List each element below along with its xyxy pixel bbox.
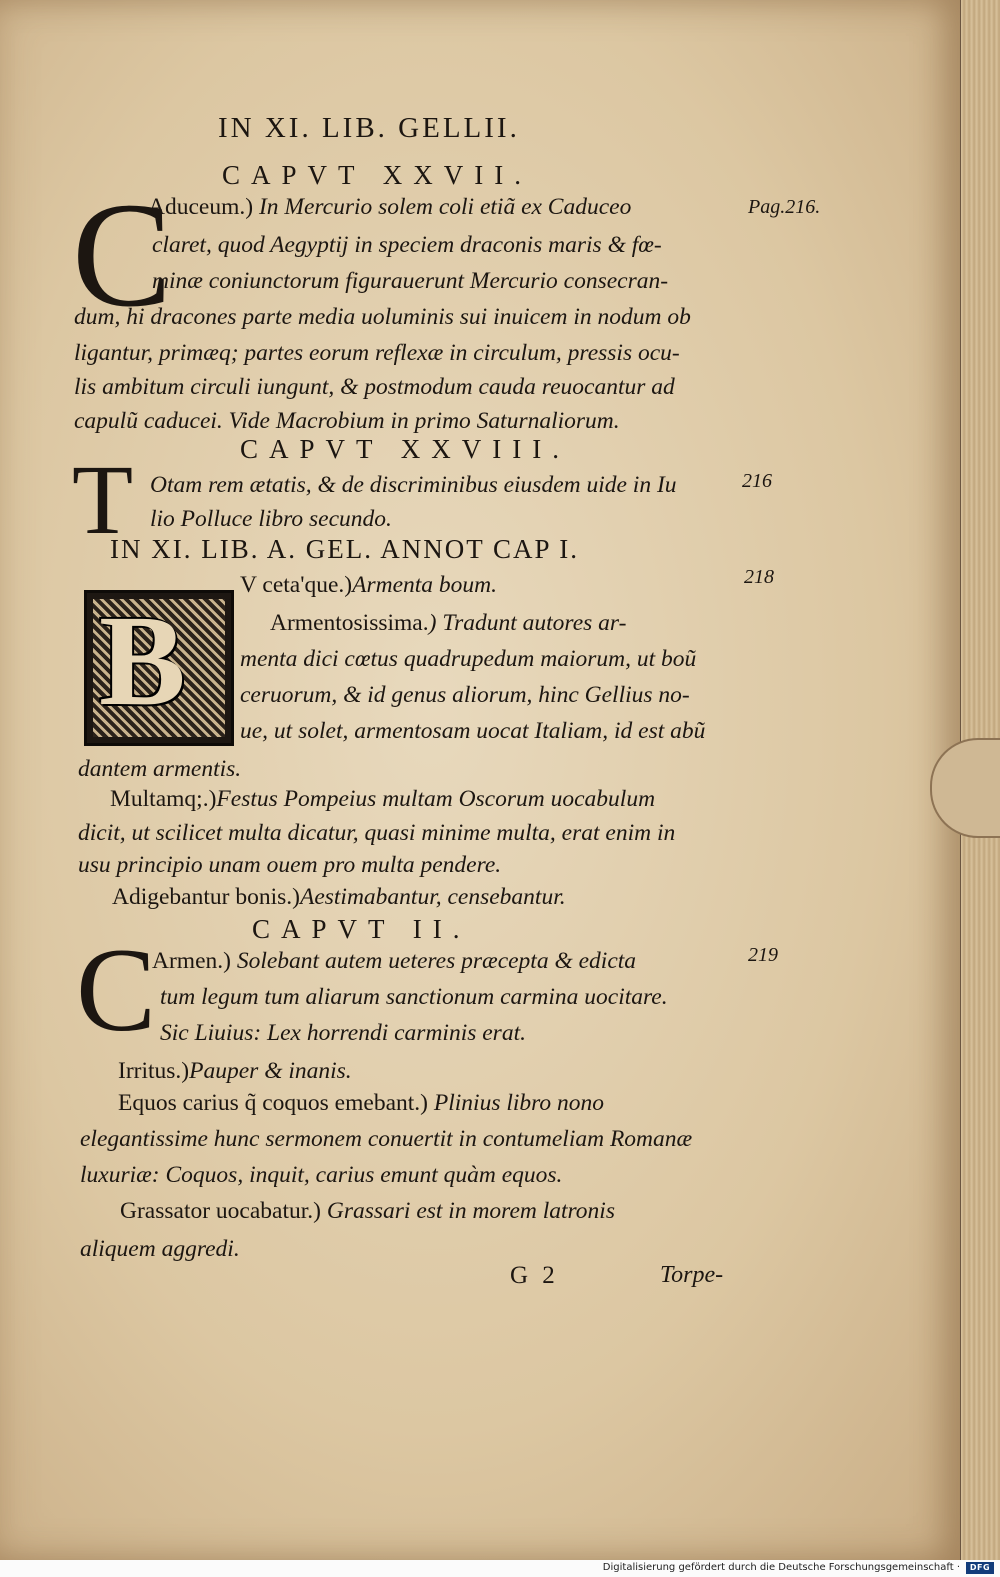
woodcut-initial-b: B <box>84 590 234 746</box>
text-line: ceruorum, & id genus aliorum, hinc Gellius no- <box>240 682 690 708</box>
text-line: usu principio unam ouem pro multa pendere. <box>78 852 502 878</box>
text-line: capulũ caducei. Vide Macrobium in primo Saturnaliorum. <box>74 408 620 434</box>
margin-note: 216 <box>742 470 772 492</box>
text-line: Aduceum.) In Mercurio solem coli etiã ex Caduceo <box>148 194 632 220</box>
text-line: aliquem aggredi. <box>80 1236 240 1262</box>
text-line: Sic Liuius: Lex horrendi carminis erat. <box>160 1020 526 1046</box>
dfg-logo: DFG <box>966 1562 994 1574</box>
text-line: dicit, ut scilicet multa dicatur, quasi minime multa, erat enim in <box>78 820 676 846</box>
annotation-heading: IN XI. LIB. A. GEL. ANNOT CAP I. <box>110 534 579 564</box>
text-line: ligantur, primæq; partes eorum reflexæ in circulum, pressis ocu- <box>74 340 680 366</box>
text-line: Adigebantur bonis.)Aestimabantur, censebantur. <box>112 884 566 910</box>
text-line: Armentosissima.) Tradunt autores ar- <box>270 610 627 636</box>
text-line: tum legum tum aliarum sanctionum carmina uocitare. <box>160 984 668 1010</box>
text-line: Otam rem ætatis, & de discriminibus eiusdem uide in Iu <box>150 472 677 498</box>
signature-mark: G 2 <box>510 1262 555 1289</box>
credit-bar <box>0 1560 1000 1577</box>
drop-cap-t: T <box>72 444 134 555</box>
text-line: Multamq;.)Festus Pompeius multam Oscorum uocabulum <box>110 786 656 812</box>
text-line: elegantissime hunc sermonem conuertit in contumeliam Romanæ <box>80 1126 693 1152</box>
text-line: minæ coniunctorum figurauerunt Mercurio consecran- <box>152 268 669 294</box>
text-line: claret, quod Aegyptij in speciem draconis maris & fœ- <box>152 232 662 258</box>
text-line: lis ambitum circuli iungunt, & postmodum cauda reuocantur ad <box>74 374 675 400</box>
catchword: Torpe- <box>660 1262 724 1288</box>
text-line: dantem armentis. <box>78 756 242 782</box>
text-line: Equos carius q̃ coquos emebant.) Plinius libro nono <box>118 1090 605 1116</box>
text-line: menta dici cœtus quadrupedum maiorum, ut boũ <box>240 646 697 672</box>
text-line: Armen.) Solebant autem ueteres præcepta & edicta <box>152 948 637 974</box>
margin-note: 218 <box>744 566 774 588</box>
text-line: luxuriæ: Coquos, inquit, carius emunt quàm equos. <box>80 1162 563 1188</box>
text-line: dum, hi dracones parte media uoluminis sui inuicem in nodum ob <box>74 304 691 330</box>
text-line: ue, ut solet, armentosam uocat Italiam, id est abũ <box>240 718 706 744</box>
credit-text: Digitalisierung gefördert durch die Deutsche Forschungsgemeinschaft · <box>602 1562 960 1573</box>
drop-cap-c: C <box>76 923 157 1056</box>
chapter-heading-27: CAPVT XXVII. <box>222 160 533 190</box>
margin-note: Pag.216. <box>748 196 821 218</box>
chapter-heading-2: CAPVT II. <box>252 914 471 944</box>
running-header: IN XI. LIB. GELLII. <box>218 112 520 144</box>
text-line: lio Polluce libro secundo. <box>150 506 392 532</box>
text-line: V ceta'que.)Armenta boum. <box>240 572 498 598</box>
drop-cap-c: C <box>72 172 173 338</box>
chapter-heading-28: CAPVT XXVIII. <box>240 434 570 464</box>
margin-note: 219 <box>748 944 778 966</box>
text-line: Irritus.)Pauper & inanis. <box>118 1058 352 1084</box>
text-line: Grassator uocabatur.) Grassari est in morem latronis <box>120 1198 615 1224</box>
